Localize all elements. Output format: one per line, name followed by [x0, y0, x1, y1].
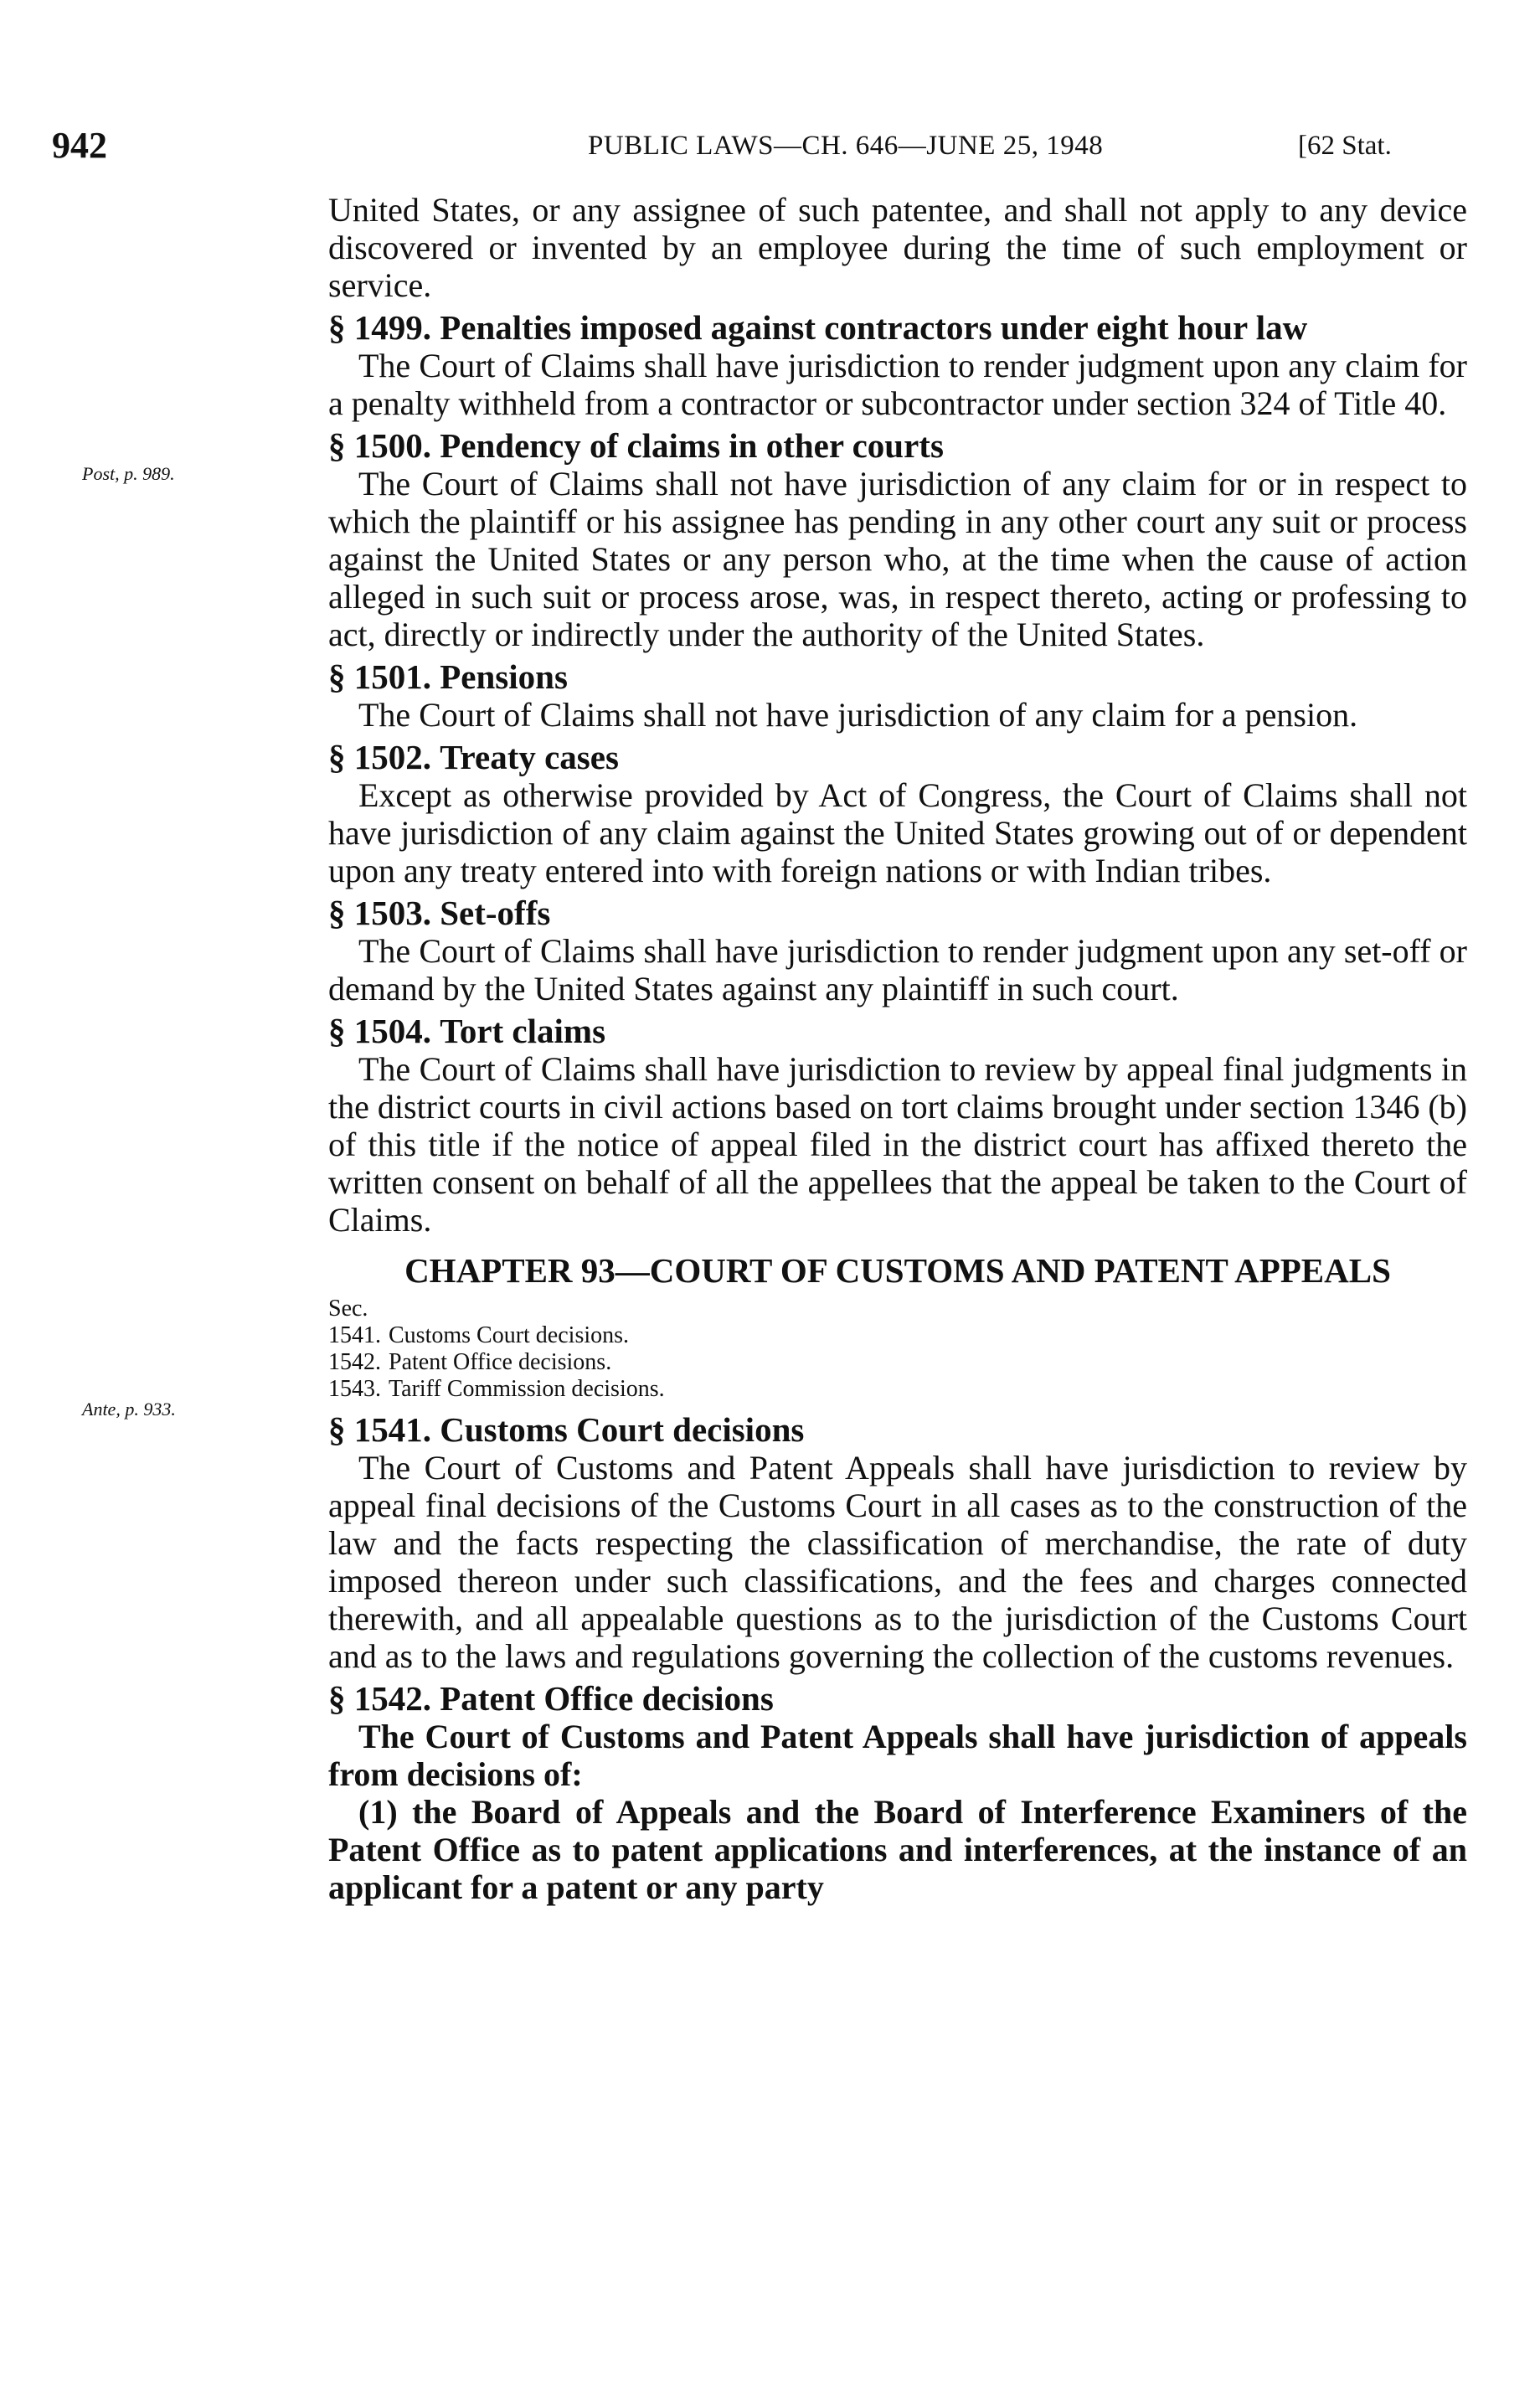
section-text-1504: The Court of Claims shall have jurisdiction to review by appeal final judgments in the district courts in civil actions based on tort claims brought under section 1346 (b) of this title if the notice of appeal filed in the district court has affixed thereto the written consent on behalf of all the appellees that the appeal be taken to the Court of Claims. [328, 1050, 1467, 1239]
section-heading-1541 [328, 1411, 1467, 1449]
toc-label: Sec. [328, 1296, 368, 1322]
section-title: Patent Office decisions [440, 1679, 774, 1718]
section-item-1: (1) the Board of Appeals and the Board of Interference Examiners of the Patent Office as to patent applications and interferences, at the instance of an applicant for a patent or any party [328, 1793, 1467, 1906]
section-text-1501: The Court of Claims shall not have jurisdiction of any claim for a pension. [358, 696, 1358, 734]
section-title: Customs Court decisions [440, 1410, 805, 1449]
section-text-1541: The Court of Customs and Patent Appeals shall have jurisdiction to review by appeal final decisions of the Customs Court in all cases as to the construction of the law and the facts respecting the classification of merchandise, the rate of duty imposed thereon under such classifications, and the fees and charges connected therewith, and all appealable questions as to the jurisdiction of the Customs Court and as to the laws and regulations governing the collection of the customs revenues. [328, 1449, 1467, 1675]
section-number: § 1542. [328, 1679, 431, 1718]
section-heading-1502 [328, 739, 1467, 776]
toc-item-number: 1541. [328, 1322, 381, 1348]
section-number: § 1504. [328, 1012, 431, 1050]
section-number: § 1501. [328, 657, 431, 696]
section-heading-1503 [328, 894, 1467, 932]
section-number: § 1499. [328, 308, 431, 347]
toc-item [328, 1376, 1467, 1403]
page-header [0, 124, 1540, 166]
section-title: Pendency of claims in other courts [440, 426, 944, 465]
section-title: Pensions [440, 657, 568, 696]
toc-item-label: Tariff Commission decisions. [389, 1376, 665, 1402]
section-heading-1504 [328, 1013, 1467, 1050]
intro-paragraph: United States, or any assignee of such patentee, and shall not apply to any device discovered or invented by an employee during the time of such employment or service. [328, 191, 1467, 304]
section-text-1502: Except as otherwise provided by Act of Congress, the Court of Claims shall not have jurisdiction of any claim against the United States growing out of or dependent upon any treaty entered into with foreign nations or with Indian tribes. [328, 776, 1467, 889]
section-heading-1542 [328, 1680, 1467, 1718]
section-heading-1501 [328, 658, 1467, 696]
section-number: § 1500. [328, 426, 431, 465]
section-text-1503: The Court of Claims shall have jurisdiction to render judgment upon any set-off or demand by the United States against any plaintiff in such court. [328, 932, 1467, 1007]
margin-note-ante: Ante, p. 933. [82, 1399, 176, 1420]
toc-item [328, 1349, 1467, 1376]
section-number: § 1541. [328, 1410, 431, 1449]
page-number: 942 [52, 125, 107, 166]
section-title: Tort claims [440, 1012, 606, 1050]
chapter-heading: CHAPTER 93—COURT OF CUSTOMS AND PATENT APPEALS [404, 1251, 1391, 1290]
margin-note-post: Post, p. 989. [82, 463, 175, 484]
section-title: Treaty cases [440, 738, 619, 776]
section-heading-1499 [328, 309, 1467, 347]
running-head: PUBLIC LAWS—CH. 646—JUNE 25, 1948 [588, 131, 1104, 161]
toc-item-number: 1543. [328, 1376, 381, 1402]
toc-item-label: Customs Court decisions. [389, 1322, 630, 1348]
section-title: Set-offs [440, 894, 551, 932]
section-number: § 1503. [328, 894, 431, 932]
section-text-1499: The Court of Claims shall have jurisdiction to render judgment upon any claim for a penalty withheld from a contractor or subcontractor under section 324 of Title 40. [328, 347, 1467, 422]
toc-item-number: 1542. [328, 1349, 381, 1375]
section-title: Penalties imposed against contractors under eight hour law [440, 308, 1308, 347]
section-number: § 1502. [328, 738, 431, 776]
section-text-1500: The Court of Claims shall not have jurisdiction of any claim for or in respect to which the plaintiff or his assignee has pending in any other court any suit or process against the United States or any person who, at the time when the cause of action alleged in such suit or process arose, was, in respect thereto, acting or professing to act, directly or indirectly under the authority of the United States. [328, 465, 1467, 653]
toc-item-label: Patent Office decisions. [389, 1349, 612, 1375]
page-body [328, 191, 1467, 1906]
section-heading-1500 [328, 427, 1467, 465]
volume-reference: [62 Stat. [1298, 131, 1392, 161]
chapter-toc [328, 1296, 1467, 1403]
toc-item [328, 1322, 1467, 1349]
section-text-1542: The Court of Customs and Patent Appeals shall have jurisdiction of appeals from decisions of: [328, 1718, 1467, 1793]
